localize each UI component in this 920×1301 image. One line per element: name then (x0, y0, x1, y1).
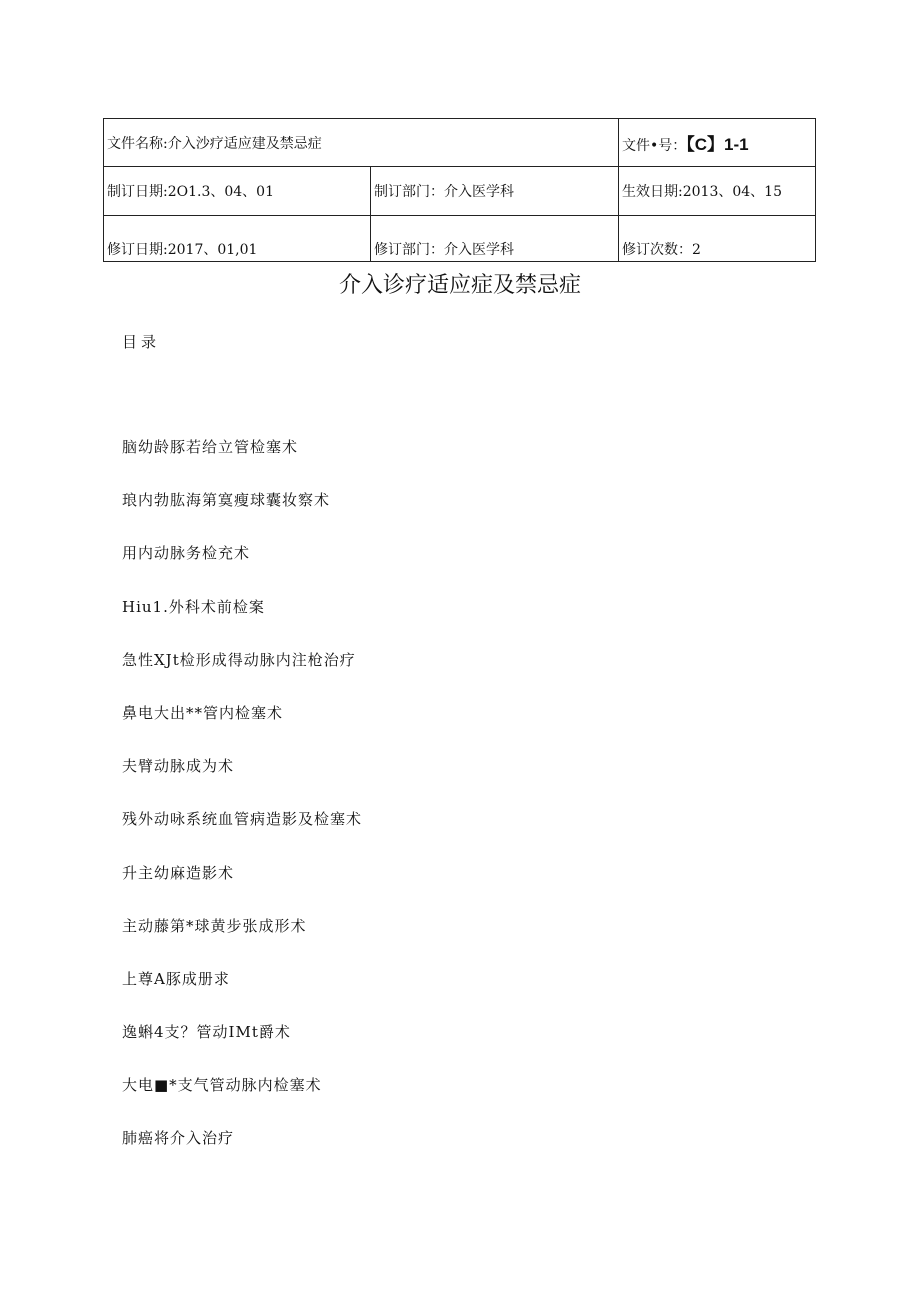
toc-item[interactable]: 肺癌将介入治疗 (122, 1129, 235, 1148)
toc-item[interactable]: 主动藤第*球黄步张成形术 (122, 916, 307, 935)
document-number-value: 【C】1-1 (686, 135, 749, 154)
made-dept-cell: 制订部门：介入医学科 (371, 167, 619, 216)
info-row-name (104, 119, 816, 167)
info-row-made (104, 167, 816, 216)
revised-date-cell: 修订日期:2017、01,01 (104, 216, 371, 262)
made-date-cell: 制订日期:2O1.3、04、01 (104, 167, 371, 216)
effective-date-cell: 生效日期:2013、04、15 (619, 167, 816, 216)
toc-item[interactable]: Hiu1.外科术前检案 (122, 597, 265, 616)
toc-item[interactable]: 琅内勃肱海第寞瘦球囊妆察术 (122, 491, 331, 510)
toc-item[interactable]: 升主幼麻造影术 (122, 863, 235, 882)
revised-dept-cell: 修订部门：介入医学科 (371, 216, 619, 262)
toc-item[interactable]: 用内动脉务检充术 (122, 544, 251, 563)
revision-count-cell: 修订次数：2 (619, 216, 816, 262)
document-number-label: 文件•号： (622, 138, 687, 154)
toc-item[interactable]: 上尊A豚成册求 (122, 969, 230, 988)
toc-item[interactable]: 逸蝌4支？管动IMt爵术 (122, 1023, 291, 1042)
toc-list (122, 436, 362, 1181)
toc-item[interactable]: 夫臂动脉成为术 (122, 757, 235, 776)
toc-item[interactable]: 鼻电大出**管内检塞术 (122, 703, 284, 722)
toc-item[interactable]: 残外动咏系统血管病造影及检塞术 (122, 810, 363, 829)
page-title: 介入诊疗适应症及禁忌症 (338, 273, 581, 298)
toc-item[interactable]: 大电■*支气管动脉内检塞术 (122, 1076, 322, 1095)
info-row-revised (104, 216, 816, 262)
toc-heading: 目录 (122, 333, 161, 351)
toc-item[interactable]: 急性XJt检形成得动脉内注枪治疗 (122, 650, 356, 669)
toc-item[interactable]: 脑幼龄豚若给立管检塞术 (122, 438, 299, 456)
document-name-cell: 文件名称:介入沙疗适应建及禁忌症 (104, 119, 619, 167)
document-number-cell (619, 119, 816, 167)
document-info-table (103, 118, 816, 262)
